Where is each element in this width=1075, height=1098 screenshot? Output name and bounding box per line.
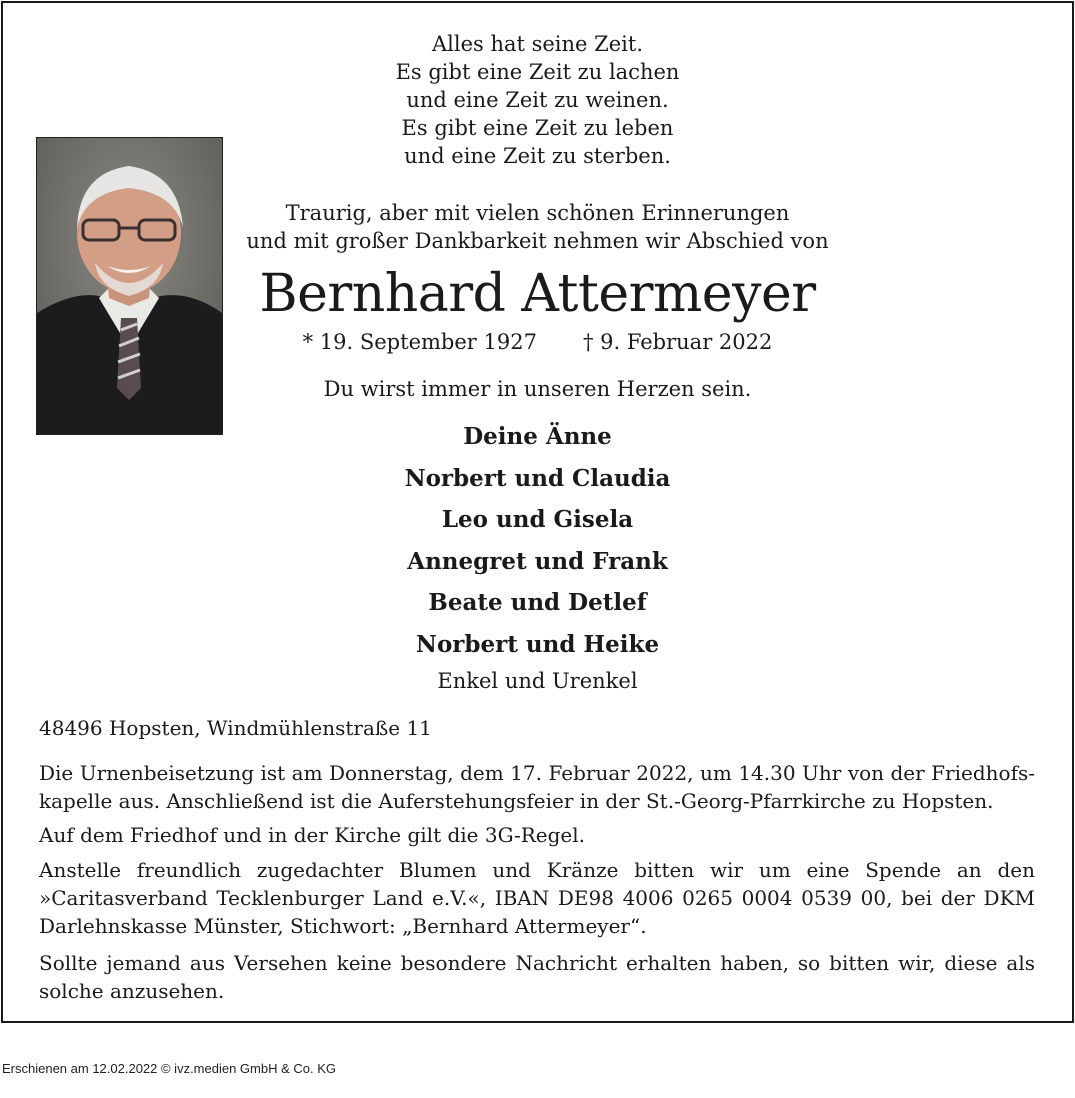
mourner: Beate und Detlef: [428, 589, 647, 616]
intro-line: Traurig, aber mit vielen schönen Erinnerungen: [285, 201, 790, 225]
covid-rule: Auf dem Friedhof und in der Kirche gilt die 3G-Regel.: [39, 823, 585, 847]
life-dates: [230, 328, 845, 356]
portrait-image: [37, 138, 222, 434]
publication-footer: Erschienen am 12.02.2022 © ivz.medien GmbH & Co. KG: [2, 1061, 337, 1076]
poem-line: Es gibt eine Zeit zu leben: [401, 116, 674, 140]
mourners-list: [230, 420, 845, 669]
intro-line: und mit großer Dankbarkeit nehmen wir Abschied von: [246, 229, 829, 253]
intro-text: [230, 199, 845, 255]
portrait-photo: [36, 137, 223, 435]
funeral-info: Die Urnenbeisetzung ist am Donnerstag, dem 17. Februar 2022, um 14.30 Uhr von der Friedhofskapelle aus. Anschließend ist die Auferstehungsfeier in der St.-Georg-Pfarrkirche zu Hopsten.: [39, 761, 1035, 813]
deceased-name: Bernhard Attermeyer: [259, 264, 816, 324]
poem-line: und eine Zeit zu weinen.: [406, 88, 669, 112]
death-date: † 9. Februar 2022: [582, 330, 773, 354]
grandchildren: Enkel und Urenkel: [437, 669, 638, 693]
donation-info: Anstelle freundlich zugedachter Blumen und Kränze bitten wir um eine Spende an den »Caritasverband Tecklenburger Land e.V.«, IBAN DE98 4006 0265 0004 0539 00, bei der DKM Darlehnskasse Münster, Stichwort: „Bernhard Attermeyer“.: [39, 858, 1035, 938]
birth-date: * 19. September 1927: [302, 330, 537, 354]
mourner: Leo und Gisela: [441, 506, 634, 533]
motto: Du wirst immer in unseren Herzen sein.: [323, 377, 752, 401]
mourner: Deine Änne: [463, 423, 612, 450]
address: 48496 Hopsten, Windmühlenstraße 11: [39, 716, 432, 740]
mourner: Norbert und Claudia: [404, 464, 671, 492]
poem-line: und eine Zeit zu sterben.: [404, 144, 671, 168]
mourner: Annegret und Frank: [407, 547, 668, 575]
notice-info: Sollte jemand aus Versehen keine besondere Nachricht erhalten haben, so bitten wir, diese als solche anzusehen.: [39, 951, 1035, 1003]
poem: [230, 30, 845, 170]
poem-line: Alles hat seine Zeit.: [431, 32, 644, 56]
mourner: Norbert und Heike: [415, 630, 660, 658]
poem-line: Es gibt eine Zeit zu lachen: [395, 60, 680, 84]
